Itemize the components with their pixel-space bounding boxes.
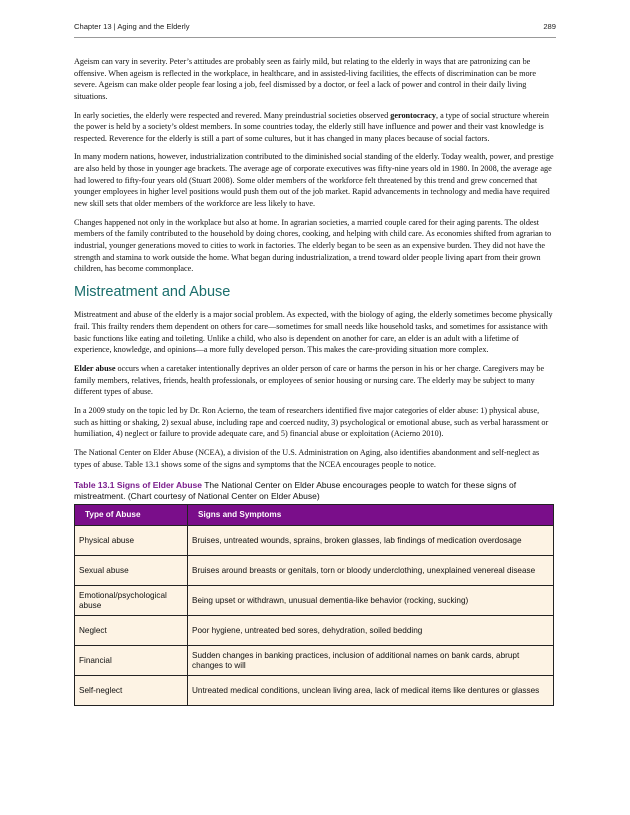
page-number: 289 (543, 22, 556, 31)
abuse-type-cell: Financial (75, 646, 188, 676)
abuse-type-cell: Physical abuse (75, 526, 188, 556)
paragraph-gerontocracy (74, 110, 556, 145)
table-row (75, 586, 554, 616)
header-divider (74, 37, 556, 38)
paragraph-elder-abuse (74, 363, 556, 398)
paragraph-ageism-severity: Ageism can vary in severity. Peter’s attitudes are probably seen as fairly mild, but relating to the elderly in ways that are patronizing can be offensive. When ageism is reflected in the workplace, in healthcare, and in assisted-living facilities, the effects of discrimination can be more severe. Ageism can make older people fear losing a job, feel dismissed by a doctor, or feel a lack of power and control in their daily living situations. (74, 57, 536, 101)
paragraph-mistreatment: Mistreatment and abuse of the elderly is a major social problem. As expected, with the biology of aging, the elderly sometimes become physically frail. This frailty renders them dependent on others for care—sometimes for small needs like household tasks, and sometimes for assistance with basic functions like eating and toileting. Unlike a child, who also is dependent on another for care, an elder is an adult with a lifetime of experience, knowledge, and opinions—a more fully developed person. This makes the care-providing situation more complex. (74, 310, 553, 355)
paragraph-text: In early societies, the elderly were respected and revered. Many preindustrial societies observed (74, 110, 391, 120)
signs-cell: Untreated medical conditions, unclean living area, lack of medical items like dentures or glasses (188, 676, 554, 706)
key-term-elder-abuse: Elder abuse (74, 364, 116, 374)
paragraph-study: In a 2009 study on the topic led by Dr. Ron Acierno, the team of researchers identified five major categories of elder abuse: 1) physical abuse, such as hitting or shaking, 2) sexual abuse, including rape and coerced nudity, 3) psychological or emotional abuse, such as verbal harassment or humiliation, 4) neglect or failure to provide adequate care, and 5) financial abuse or exploitation (Acierno 2010). (74, 405, 549, 439)
column-header-signs: Signs and Symptoms (188, 505, 554, 526)
signs-cell: Bruises around breasts or genitals, torn or bloody underclothing, unexplained venereal disease (188, 556, 554, 586)
chapter-title: Chapter 13 | Aging and the Elderly (74, 22, 190, 31)
paragraph-text: , a type of social structure wherein the power is held by a society’s oldest members. In some countries today, the elderly still have influence and power and their vast knowledge is respected. Reverence for the elderly is still a part of some cultures, but it has changed in many places because of social factors. (74, 110, 550, 143)
key-term-gerontocracy: gerontocracy (390, 110, 437, 120)
running-header (74, 22, 556, 36)
table-caption-text: The National Center on Elder Abuse encourages people to watch for these signs of mistreatment. (Chart courtesy of National Center on Elder Abuse) (74, 480, 517, 502)
paragraph-ncea: The National Center on Elder Abuse (NCEA), a division of the U.S. Administration on Aging, also identifies abandonment and self-neglect as types of abuse. Table 13.1 shows some of the signs and symptoms that the NCEA encourages people to notice. (74, 447, 540, 469)
paragraph-industrialization: In many modern nations, however, industrialization contributed to the diminished social standing of the elderly. Today wealth, power, and prestige are also held by those in younger age brackets. The average age of corporate executives was fifty-nine years old in 1980. In 2008, the average age had lowered to fifty-four years old (Stuart 2008). Some older members of the workforce felt threatened by this trend and grew concerned that younger employees in higher level positions would push them out of the job market. Rapid advancements in technology and media have required new skill sets that older members of the workforce are less likely to have. (74, 152, 554, 209)
signs-cell: Sudden changes in banking practices, inclusion of additional names on bank cards, abrupt changes to will (188, 646, 554, 676)
paragraph-text: occurs when a caretaker intentionally deprives an older person of care or harms the person in his or her charge. Caregivers may be family members, relatives, friends, health professionals, or employees of senior housing or nursing care. The elderly may be subject to many different types of abuse. (74, 364, 545, 397)
table-header-row (75, 505, 554, 526)
table-row (75, 676, 554, 706)
signs-cell: Poor hygiene, untreated bed sores, dehydration, soiled bedding (188, 616, 554, 646)
table-caption-label: Table 13.1 Signs of Elder Abuse (74, 480, 203, 491)
abuse-type-cell: Emotional/psychological abuse (75, 586, 188, 616)
abuse-type-cell: Sexual abuse (75, 556, 188, 586)
abuse-type-cell: Self-neglect (75, 676, 188, 706)
table-row (75, 646, 554, 676)
signs-cell: Bruises, untreated wounds, sprains, broken glasses, lab findings of medication overdosage (188, 526, 554, 556)
signs-cell: Being upset or withdrawn, unusual dementia-like behavior (rocking, sucking) (188, 586, 554, 616)
body-text (74, 56, 556, 706)
paragraph-home-changes: Changes happened not only in the workplace but also at home. In agrarian societies, a married couple cared for their aging parents. The oldest members of the family contributed to the household by doing chores, cooking, and helping with child care. As economies shifted from agrarian to industrial, younger generations moved to cities to work in factories. The elderly began to be seen as an expensive burden. They did not have the strength and stamina to work outside the home. What began during industrialization, a trend toward older people living apart from their grown children, has become commonplace. (74, 217, 552, 274)
abuse-type-cell: Neglect (75, 616, 188, 646)
signs-of-elder-abuse-table (74, 504, 554, 706)
column-header-type: Type of Abuse (75, 505, 188, 526)
table-row (75, 556, 554, 586)
table-row (75, 526, 554, 556)
table-row (75, 616, 554, 646)
table-caption (74, 480, 556, 502)
section-heading: Mistreatment and Abuse (74, 283, 231, 300)
